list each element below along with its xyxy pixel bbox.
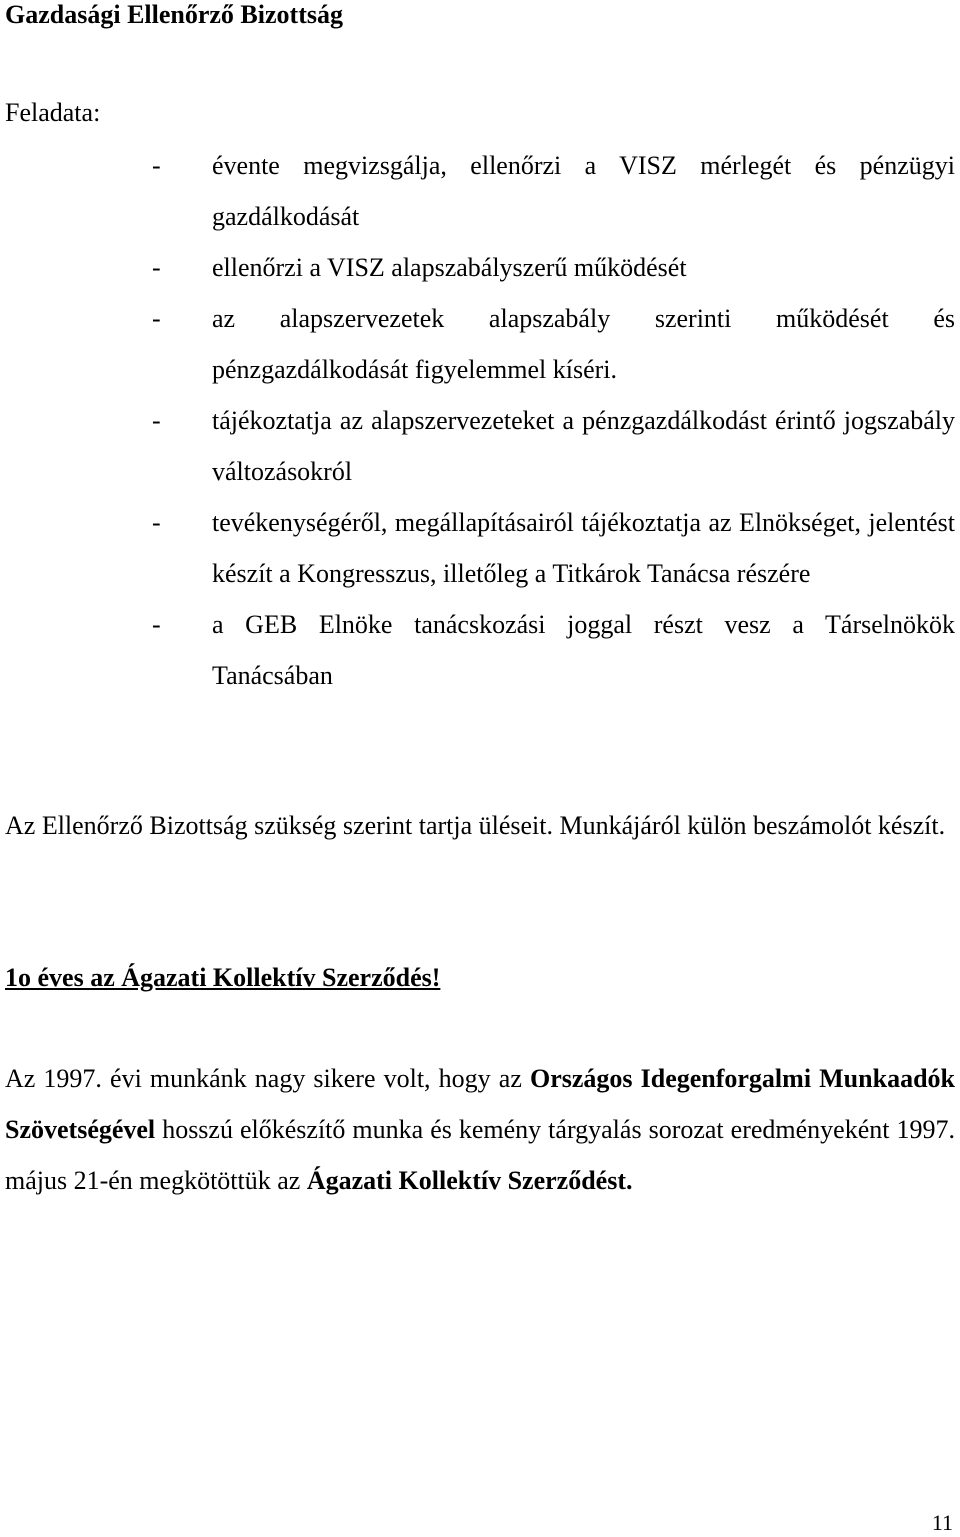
anniversary-heading: 1o éves az Ágazati Kollektív Szerződés! [5,963,441,992]
list-item-text: ellenőrzi a VISZ alapszabályszerű működését [212,253,687,282]
list-item [5,242,955,293]
list-dash: - [152,610,161,639]
list-item [5,395,955,497]
agreement-text-1: Az 1997. évi munkánk nagy sikere volt, hogy az [5,1064,530,1093]
list-item [5,293,955,395]
list-item-text: a GEB Elnöke tanácskozási joggal részt vesz a Társelnökök Tanácsában [212,610,955,690]
list-dash: - [152,304,161,333]
list-item-text: tájékoztatja az alapszervezeteket a pénzgazdálkodást érintő jogszabály változásokról [212,406,955,486]
organization-name: Országos Idegenforgalmi Munkaadók Szövetségével [5,1064,955,1144]
list-item-text: az alapszervezetek alapszabály szerinti működését és pénzgazdálkodását figyelemmel kíséri. [212,304,955,384]
tasks-label: Feladata: [5,98,101,127]
agreement-name: Ágazati Kollektív Szerződést. [306,1166,633,1195]
list-item [5,599,955,701]
section-title: Gazdasági Ellenőrző Bizottság [5,0,343,29]
list-dash: - [152,151,161,180]
list-dash: - [152,406,161,435]
list-item [5,497,955,599]
list-item [5,140,955,242]
list-dash: - [152,508,161,537]
task-list [5,140,955,701]
list-dash: - [152,253,161,282]
list-item-text: évente megvizsgálja, ellenőrzi a VISZ mérlegét és pénzügyi gazdálkodását [212,151,955,231]
list-item-text: tevékenységéről, megállapításairól tájékoztatja az Elnökséget, jelentést készít a Kongresszus, illetőleg a Titkárok Tanácsa részére [212,508,955,588]
meeting-paragraph: Az Ellenőrző Bizottság szükség szerint tartja üléseit. Munkájáról külön beszámolót készít. [5,811,946,840]
agreement-text-2: hosszú előkészítő munka és kemény tárgyalás sorozat eredményeként 1997. május 21-én megkötöttük az [5,1115,955,1195]
page-number: 11 [931,1510,953,1535]
agreement-paragraph [5,1053,955,1206]
